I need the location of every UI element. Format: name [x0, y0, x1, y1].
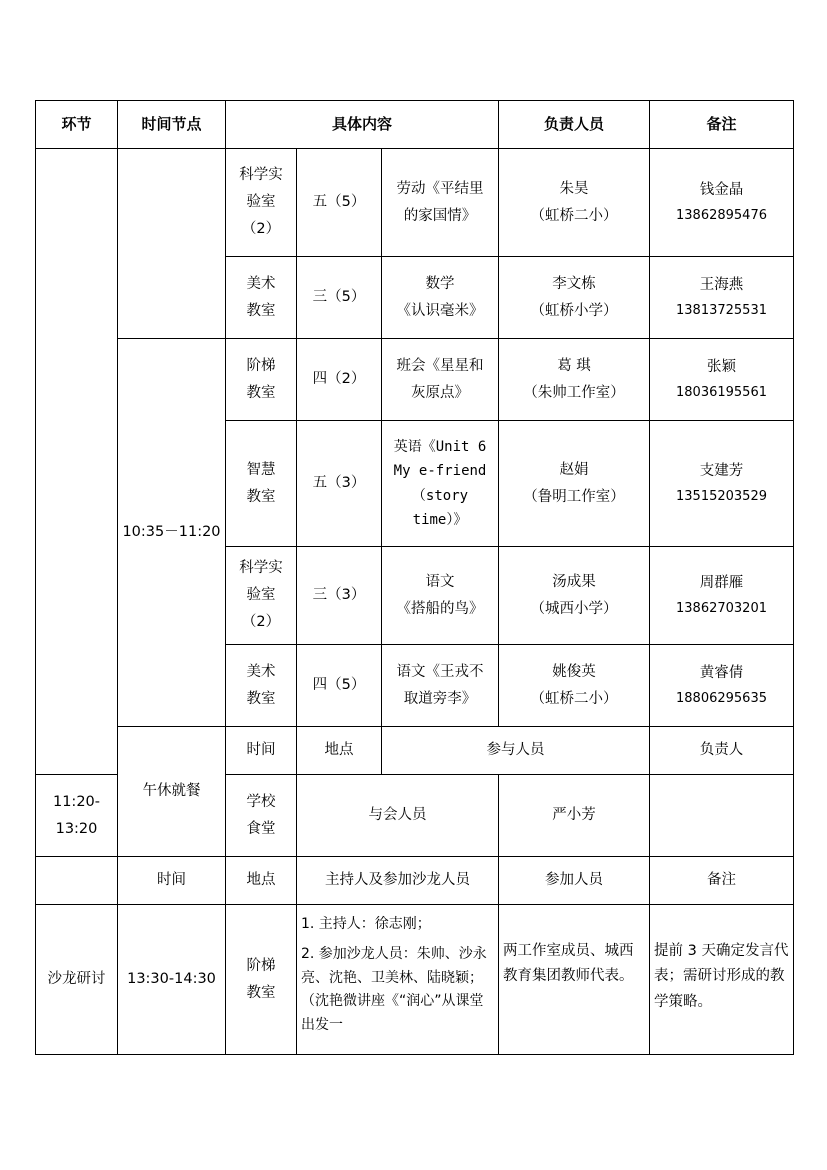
- class-cell: 三（3）: [297, 547, 382, 645]
- header-row: [36, 101, 794, 149]
- teacher-cell: 汤成果 （城西小学）: [499, 547, 650, 645]
- contact-cell: 周群雁 13862703201: [650, 547, 794, 645]
- room-cell: 科学实 验室 （2）: [226, 547, 297, 645]
- salon-header-row: [36, 857, 794, 905]
- salon-row: [36, 905, 794, 1055]
- topic-cell: 劳动《平结里 的家国情》: [382, 149, 499, 257]
- salon-place-cell: 阶梯 教室: [226, 905, 297, 1055]
- salon-participants-header: 参加人员: [499, 857, 650, 905]
- topic-cell: 语文《王戎不 取道旁李》: [382, 645, 499, 727]
- salon-time-header: 时间: [118, 857, 226, 905]
- room-cell: 美术 教室: [226, 645, 297, 727]
- contact-cell: 支建芳 13515203529: [650, 421, 794, 547]
- lunch-stage-cell: 午休就餐: [118, 727, 226, 857]
- lunch-owner-cell: 严小芳: [499, 775, 650, 857]
- salon-remark-header: 备注: [650, 857, 794, 905]
- salon-host-item: 1. 主持人：徐志刚；: [301, 916, 431, 932]
- salon-stage-blank: [36, 857, 118, 905]
- header-owner: 负责人员: [499, 101, 650, 149]
- header-content: 具体内容: [226, 101, 499, 149]
- header-time: 时间节点: [118, 101, 226, 149]
- teacher-cell: 赵娟 （鲁明工作室）: [499, 421, 650, 547]
- salon-remark-cell: 提前 3 天确定发言代表；需研讨形成的教学策略。: [650, 905, 794, 1055]
- teacher-cell: 朱昊 （虹桥二小）: [499, 149, 650, 257]
- topic-cell: 英语《Unit 6 My e-friend （story time）》: [382, 421, 499, 547]
- salon-people-cell: [297, 905, 499, 1055]
- session-time-cell: 10:35－11:20: [118, 339, 226, 727]
- teacher-cell: 姚俊英 （虹桥二小）: [499, 645, 650, 727]
- lunch-place-header: 地点: [297, 727, 382, 775]
- lunch-time-header: 时间: [226, 727, 297, 775]
- salon-place-header: 地点: [226, 857, 297, 905]
- teacher-cell: 李文栋 （虹桥小学）: [499, 257, 650, 339]
- class-cell: 五（3）: [297, 421, 382, 547]
- teacher-cell: 葛 琪 （朱帅工作室）: [499, 339, 650, 421]
- schedule-table: [35, 100, 794, 1055]
- contact-cell: 王海燕 13813725531: [650, 257, 794, 339]
- class-cell: 四（2）: [297, 339, 382, 421]
- room-cell: 美术 教室: [226, 257, 297, 339]
- class-cell: 四（5）: [297, 645, 382, 727]
- salon-time-cell: 13:30-14:30: [118, 905, 226, 1055]
- lunch-time-cell: 11:20-13:20: [36, 775, 118, 857]
- lunch-people-header: 参与人员: [382, 727, 650, 775]
- stage-cell-lessons: [36, 149, 118, 775]
- contact-cell: 张颖 18036195561: [650, 339, 794, 421]
- room-cell: 科学实 验室 （2）: [226, 149, 297, 257]
- lesson-row: [36, 149, 794, 257]
- class-cell: 三（5）: [297, 257, 382, 339]
- room-cell: 智慧 教室: [226, 421, 297, 547]
- salon-member-item: 2. 参加沙龙人员：朱帅、沙永亮、沈艳、卫美林、陆晓颖；（沈艳微讲座《“润心”从课堂出发一: [301, 945, 487, 1034]
- room-cell: 阶梯 教室: [226, 339, 297, 421]
- time-cell-first: [118, 149, 226, 339]
- topic-cell: 数学 《认识毫米》: [382, 257, 499, 339]
- contact-cell: 钱金晶 13862895476: [650, 149, 794, 257]
- lesson-row: [36, 339, 794, 421]
- lunch-header-row: [36, 727, 794, 775]
- salon-people-header: 主持人及参加沙龙人员: [297, 857, 499, 905]
- class-cell: 五（5）: [297, 149, 382, 257]
- salon-stage-cell: 沙龙研讨: [36, 905, 118, 1055]
- lunch-place-cell: 学校 食堂: [226, 775, 297, 857]
- lunch-owner-header: 负责人: [650, 727, 794, 775]
- topic-cell: 语文 《搭船的鸟》: [382, 547, 499, 645]
- header-stage: 环节: [36, 101, 118, 149]
- salon-participants-cell: 两工作室成员、城西教育集团教师代表。: [499, 905, 650, 1055]
- topic-cell: 班会《星星和 灰原点》: [382, 339, 499, 421]
- contact-cell: 黄睿倩 18806295635: [650, 645, 794, 727]
- lunch-people-cell: 与会人员: [297, 775, 499, 857]
- header-remark: 备注: [650, 101, 794, 149]
